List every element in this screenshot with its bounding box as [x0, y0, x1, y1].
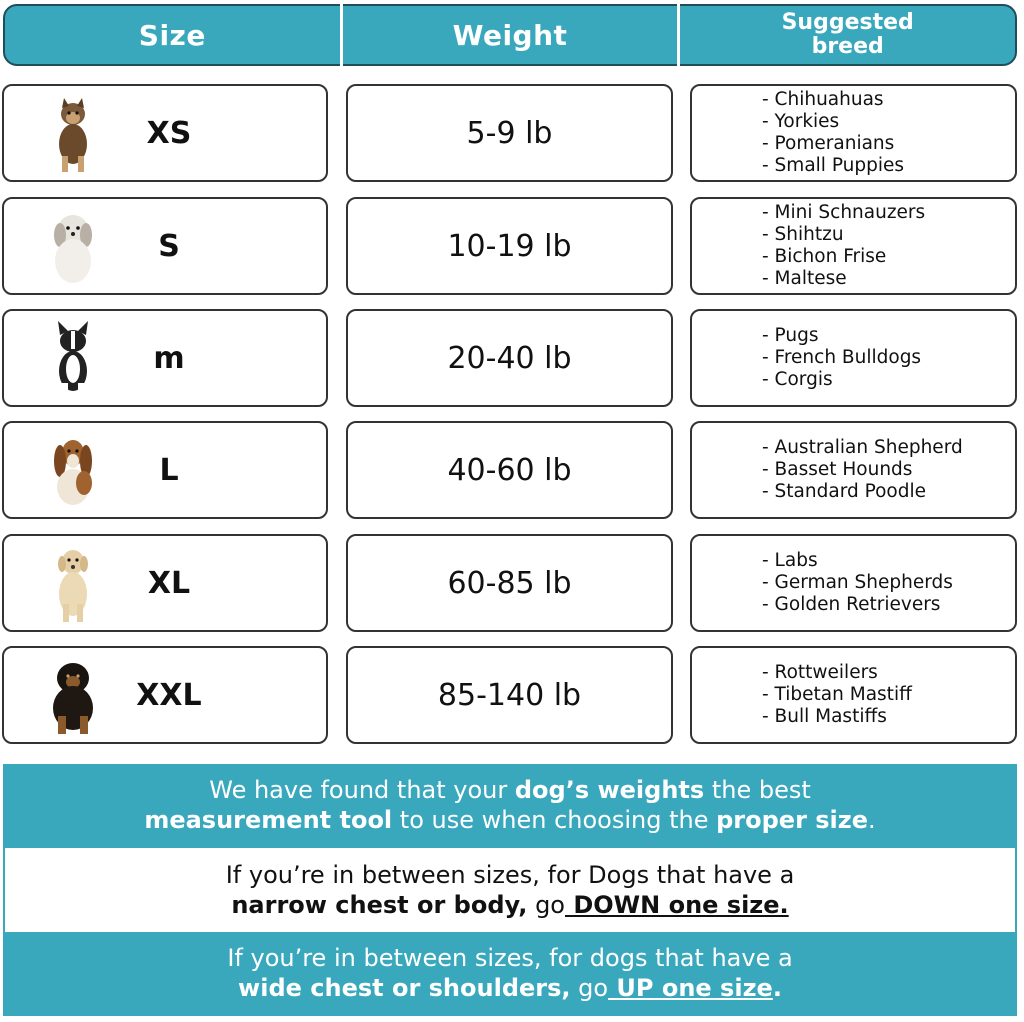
weight-cell: [346, 646, 673, 744]
size-label: L: [159, 452, 179, 488]
header-weight: Weight: [452, 18, 568, 52]
size-cell: [2, 421, 328, 519]
advice-text: If you’re in between sizes, for Dogs that have a: [225, 861, 795, 889]
advice-bold: narrow chest or body,: [231, 891, 528, 919]
advice-text: go: [527, 891, 565, 919]
weight-label: 40-60 lb: [447, 452, 572, 488]
breed-item: - Yorkies: [762, 111, 840, 132]
size-cell: [2, 646, 328, 744]
breed-list: [762, 648, 1007, 742]
breed-list: [762, 311, 1007, 405]
advice-underlined: DOWN one size.: [564, 891, 789, 919]
labrador-icon: [44, 546, 102, 624]
yorkie-icon: [44, 96, 102, 174]
advice-text: go: [570, 974, 609, 1002]
breed-item: - Small Puppies: [762, 155, 905, 176]
advice-bold: wide chest or shoulders,: [238, 974, 571, 1002]
table-header: [3, 4, 1017, 66]
weight-cell: [346, 197, 673, 295]
size-row-l: [0, 421, 1024, 521]
breed-cell: [690, 646, 1017, 744]
breed-list: [762, 199, 1007, 293]
shihtzu-icon: [44, 209, 102, 287]
size-cell: [2, 309, 328, 407]
breed-item: - Corgis: [762, 369, 833, 390]
wide-chest-advice: [3, 932, 1017, 1016]
advice-text: .: [868, 806, 876, 834]
weight-label: 10-19 lb: [447, 228, 572, 264]
breed-cell: [690, 309, 1017, 407]
breed-item: - German Shepherds: [762, 572, 953, 593]
size-label: m: [153, 340, 185, 376]
breed-item: - Bull Mastiffs: [762, 706, 887, 727]
breed-item: - Labs: [762, 550, 818, 571]
advice-bold: dog’s weights: [514, 776, 705, 804]
breed-item: - Australian Shepherd: [762, 437, 963, 458]
weight-label: 60-85 lb: [447, 565, 572, 601]
breed-item: - Standard Poodle: [762, 481, 926, 502]
header-breed-label: Suggested breed: [781, 10, 914, 59]
breed-item: - Shihtzu: [762, 224, 844, 245]
weight-label: 20-40 lb: [447, 340, 572, 376]
breed-cell: [690, 84, 1017, 182]
size-cell: [2, 197, 328, 295]
header-breed: [680, 6, 1015, 64]
narrow-chest-advice: [3, 848, 1017, 932]
breed-item: - Pugs: [762, 325, 819, 346]
breed-item: - Pomeranians: [762, 133, 895, 154]
weight-cell: [346, 309, 673, 407]
size-row-xl: [0, 534, 1024, 634]
advice-text: If you’re in between sizes, for dogs that have a: [227, 944, 793, 972]
weight-label: 5-9 lb: [466, 115, 553, 151]
weight-cell: [346, 421, 673, 519]
breed-list: [762, 423, 1007, 517]
header-size: Size: [138, 18, 206, 52]
tibetan-mastiff-icon: [44, 658, 102, 736]
breed-item: - Tibetan Mastiff: [762, 684, 912, 705]
advice-text: We have found that your: [209, 776, 515, 804]
breed-cell: [690, 421, 1017, 519]
weight-cell: [346, 84, 673, 182]
boston-terrier-icon: [44, 321, 102, 399]
breed-item: - Basset Hounds: [762, 459, 913, 480]
breed-cell: [690, 197, 1017, 295]
advice-text: the best: [704, 776, 811, 804]
advice-bold: proper size: [716, 806, 869, 834]
weight-label: 85-140 lb: [437, 677, 582, 713]
size-row-m: [0, 309, 1024, 409]
size-cell: [2, 534, 328, 632]
breed-cell: [690, 534, 1017, 632]
advice-bold: .: [772, 974, 782, 1002]
size-label: XXL: [136, 677, 202, 713]
size-label: S: [158, 228, 180, 264]
breed-item: - Mini Schnauzers: [762, 202, 926, 223]
breed-item: - Chihuahuas: [762, 89, 884, 110]
breed-item: - Bichon Frise: [762, 246, 887, 267]
size-row-xxl: [0, 646, 1024, 746]
size-label: XS: [146, 115, 192, 151]
size-row-s: [0, 197, 1024, 297]
breed-item: - French Bulldogs: [762, 347, 922, 368]
breed-item: - Maltese: [762, 268, 847, 289]
size-row-xs: [0, 84, 1024, 184]
advice-text: to use when choosing the: [392, 806, 717, 834]
size-label: XL: [147, 565, 191, 601]
size-cell: [2, 84, 328, 182]
weight-cell: [346, 534, 673, 632]
advice-underlined: UP one size: [608, 974, 773, 1002]
advice-bold: measurement tool: [144, 806, 393, 834]
breed-item: - Golden Retrievers: [762, 594, 941, 615]
breed-list: [762, 536, 1007, 630]
weight-advice-banner: [3, 764, 1017, 848]
breed-item: - Rottweilers: [762, 662, 878, 683]
breed-list: [762, 86, 1007, 180]
basset-hound-icon: [44, 433, 102, 511]
